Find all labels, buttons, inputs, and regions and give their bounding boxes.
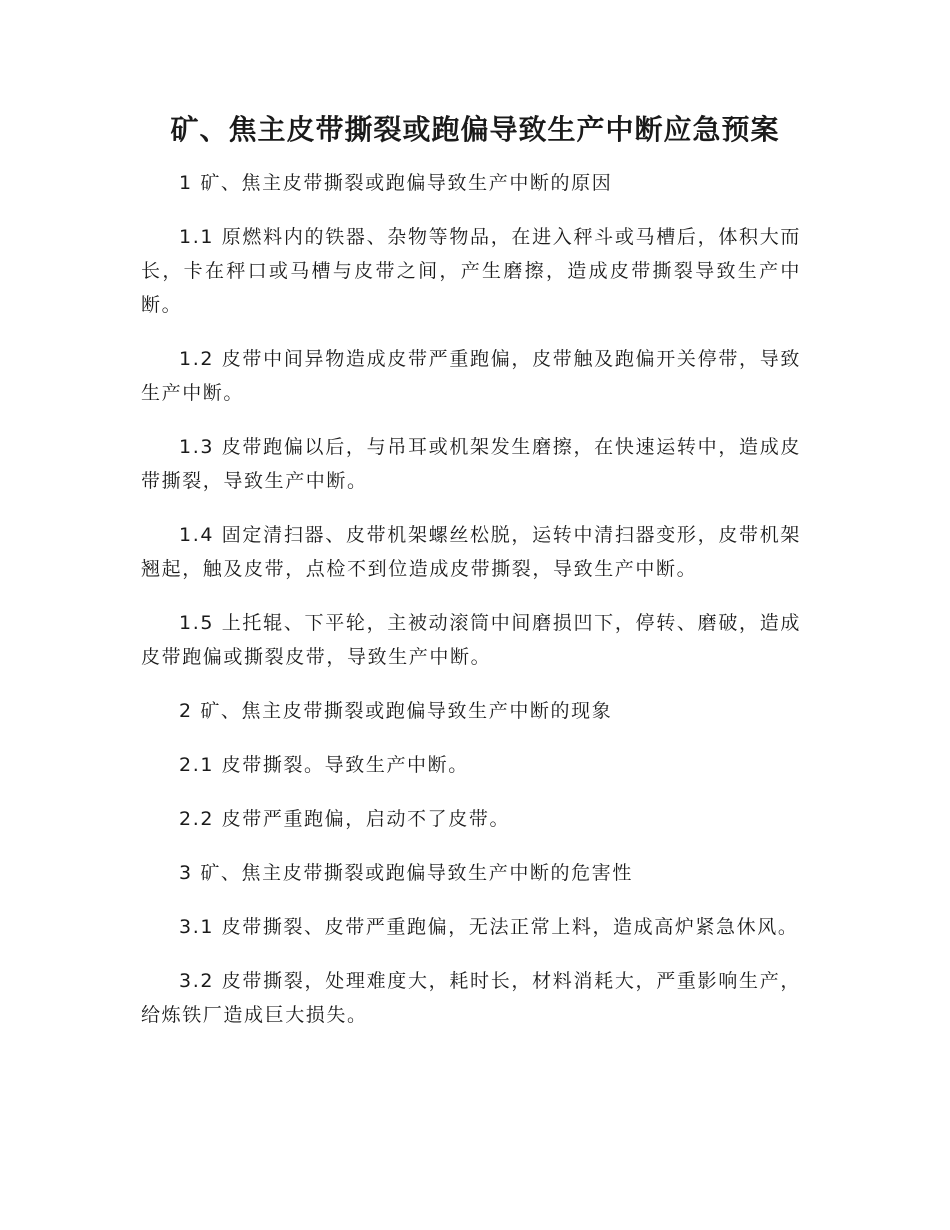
paragraph-3-2: 3.2 皮带撕裂，处理难度大，耗时长，材料消耗大，严重影响生产，给炼铁厂造成巨大损失。: [141, 970, 801, 1026]
document-body: [141, 166, 801, 1052]
document-title: 矿、焦主皮带撕裂或跑偏导致生产中断应急预案: [170, 113, 780, 146]
heading-3-hazards: 3 矿、焦主皮带撕裂或跑偏导致生产中断的危害性: [179, 862, 633, 884]
paragraph-2-1: 2.1 皮带撕裂。导致生产中断。: [179, 754, 469, 776]
paragraph-1-1: 1.1 原燃料内的铁器、杂物等物品，在进入秤斗或马槽后，体积大而长，卡在秤口或马槽与皮带之间，产生磨擦，造成皮带撕裂导致生产中断。: [141, 226, 801, 316]
heading-2-phenomena: 2 矿、焦主皮带撕裂或跑偏导致生产中断的现象: [179, 700, 613, 722]
paragraph-1-4: 1.4 固定清扫器、皮带机架螺丝松脱，运转中清扫器变形，皮带机架翘起，触及皮带，点检不到位造成皮带撕裂，导致生产中断。: [141, 524, 801, 580]
paragraph-1-3: 1.3 皮带跑偏以后，与吊耳或机架发生磨擦，在快速运转中，造成皮带撕裂，导致生产中断。: [141, 436, 801, 492]
heading-1-causes: 1 矿、焦主皮带撕裂或跑偏导致生产中断的原因: [179, 172, 613, 194]
paragraph-2-2: 2.2 皮带严重跑偏，启动不了皮带。: [179, 808, 511, 830]
paragraph-1-2: 1.2 皮带中间异物造成皮带严重跑偏，皮带触及跑偏开关停带，导致生产中断。: [141, 348, 801, 404]
paragraph-3-1: 3.1 皮带撕裂、皮带严重跑偏，无法正常上料，造成高炉紧急休风。: [179, 916, 799, 938]
paragraph-1-5: 1.5 上托辊、下平轮，主被动滚筒中间磨损凹下，停转、磨破，造成皮带跑偏或撕裂皮带，导致生产中断。: [141, 612, 801, 668]
